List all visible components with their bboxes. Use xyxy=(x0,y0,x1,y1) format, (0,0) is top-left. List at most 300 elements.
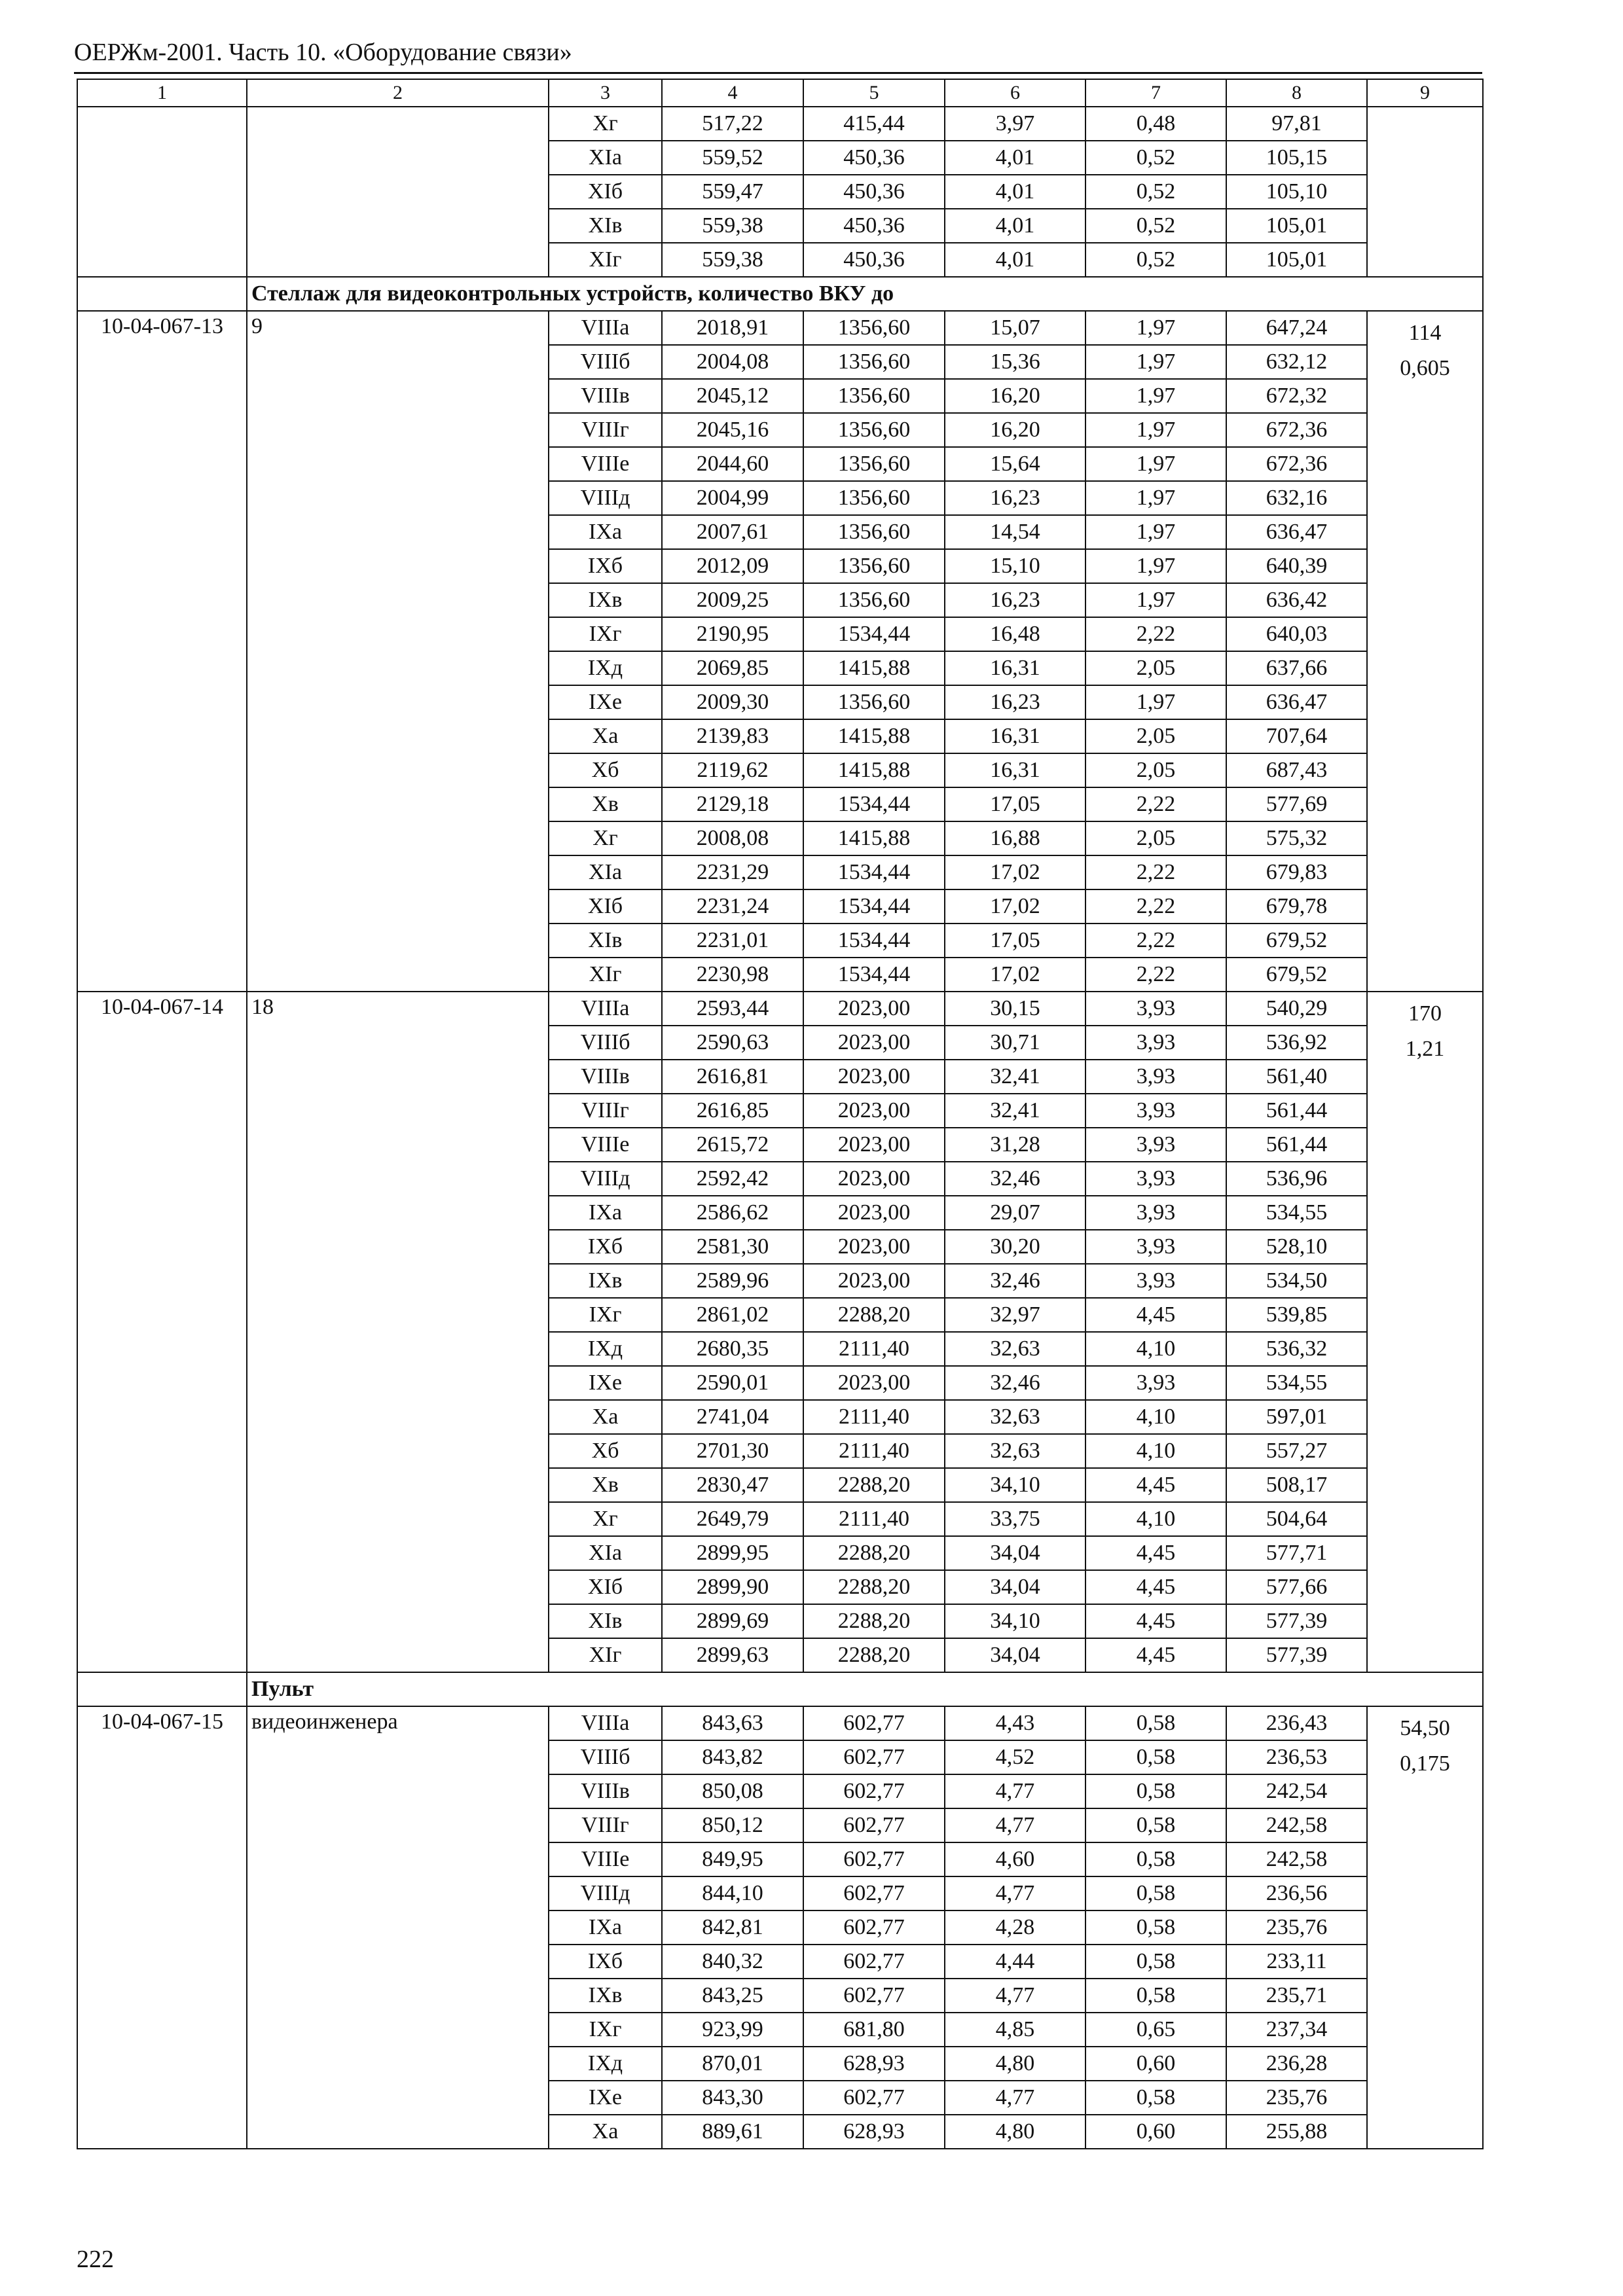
value-cell: 236,43 xyxy=(1226,1706,1367,1740)
value-cell: 105,01 xyxy=(1226,243,1367,277)
zone-cell: VIIIб xyxy=(549,1740,662,1774)
value-cell: 2023,00 xyxy=(803,992,945,1026)
value-cell: 628,93 xyxy=(803,2115,945,2149)
value-cell: 2018,91 xyxy=(662,311,803,345)
value-cell: 4,10 xyxy=(1085,1332,1226,1366)
value-cell: 2,22 xyxy=(1085,924,1226,958)
value-cell: 32,97 xyxy=(945,1298,1085,1332)
value-cell: 647,24 xyxy=(1226,311,1367,345)
value-cell: 1,97 xyxy=(1085,379,1226,413)
value-cell: 3,93 xyxy=(1085,1162,1226,1196)
zone-cell: XIа xyxy=(549,141,662,175)
value-cell: 0,52 xyxy=(1085,243,1226,277)
value-cell: 1356,60 xyxy=(803,481,945,515)
value-cell: 2129,18 xyxy=(662,787,803,821)
resource-value: 1,21 xyxy=(1405,1037,1445,1061)
zone-cell: IXв xyxy=(549,1979,662,2013)
zone-cell: XIг xyxy=(549,958,662,992)
value-cell: 540,29 xyxy=(1226,992,1367,1026)
value-cell: 4,45 xyxy=(1085,1638,1226,1672)
zone-cell: XIб xyxy=(549,175,662,209)
value-cell: 534,55 xyxy=(1226,1366,1367,1400)
value-cell: 16,20 xyxy=(945,379,1085,413)
value-cell: 504,64 xyxy=(1226,1502,1367,1536)
value-cell: 559,47 xyxy=(662,175,803,209)
rate-description xyxy=(247,107,549,277)
value-cell: 32,46 xyxy=(945,1264,1085,1298)
value-cell: 561,44 xyxy=(1226,1094,1367,1128)
resource-cell xyxy=(1367,311,1483,992)
value-cell: 2,22 xyxy=(1085,855,1226,889)
value-cell: 233,11 xyxy=(1226,1945,1367,1979)
value-cell: 32,63 xyxy=(945,1400,1085,1434)
rate-code: 10-04-067-15 xyxy=(77,1706,247,2149)
resource-value: 170 xyxy=(1408,1001,1442,1026)
zone-cell: VIIIд xyxy=(549,481,662,515)
column-number: 7 xyxy=(1085,79,1226,107)
zone-cell: VIIIа xyxy=(549,992,662,1026)
value-cell: 32,41 xyxy=(945,1060,1085,1094)
page-header: ОЕРЖм-2001. Часть 10. «Оборудование связи» xyxy=(74,39,572,66)
section-title: Стеллаж для видеоконтрольных устройств, количество ВКУ до xyxy=(247,277,1483,311)
zone-cell: IXа xyxy=(549,1910,662,1945)
value-cell: 2741,04 xyxy=(662,1400,803,1434)
value-cell: 2593,44 xyxy=(662,992,803,1026)
value-cell: 0,58 xyxy=(1085,1740,1226,1774)
value-cell: 2,05 xyxy=(1085,821,1226,855)
value-cell: 4,45 xyxy=(1085,1604,1226,1638)
value-cell: 681,80 xyxy=(803,2013,945,2047)
value-cell: 0,48 xyxy=(1085,107,1226,141)
value-cell: 1,97 xyxy=(1085,515,1226,549)
value-cell: 2044,60 xyxy=(662,447,803,481)
value-cell: 679,52 xyxy=(1226,958,1367,992)
column-number: 5 xyxy=(803,79,945,107)
value-cell: 4,85 xyxy=(945,2013,1085,2047)
value-cell: 1,97 xyxy=(1085,447,1226,481)
value-cell: 628,93 xyxy=(803,2047,945,2081)
value-cell: 255,88 xyxy=(1226,2115,1367,2149)
value-cell: 559,38 xyxy=(662,209,803,243)
value-cell: 1534,44 xyxy=(803,958,945,992)
zone-cell: VIIIв xyxy=(549,379,662,413)
zone-cell: IXб xyxy=(549,549,662,583)
value-cell: 16,48 xyxy=(945,617,1085,651)
resource-cell xyxy=(1367,107,1483,277)
section-code-cell xyxy=(77,1672,247,1706)
zone-cell: VIIIд xyxy=(549,1876,662,1910)
value-cell: 16,31 xyxy=(945,651,1085,685)
value-cell: 236,28 xyxy=(1226,2047,1367,2081)
value-cell: 33,75 xyxy=(945,1502,1085,1536)
value-cell: 559,38 xyxy=(662,243,803,277)
value-cell: 242,54 xyxy=(1226,1774,1367,1808)
value-cell: 1,97 xyxy=(1085,413,1226,447)
zone-cell: Xв xyxy=(549,787,662,821)
value-cell: 2649,79 xyxy=(662,1502,803,1536)
value-cell: 3,93 xyxy=(1085,1094,1226,1128)
value-cell: 105,10 xyxy=(1226,175,1367,209)
zone-cell: IXб xyxy=(549,1945,662,1979)
value-cell: 1534,44 xyxy=(803,889,945,924)
value-cell: 242,58 xyxy=(1226,1808,1367,1842)
value-cell: 2288,20 xyxy=(803,1570,945,1604)
value-cell: 640,03 xyxy=(1226,617,1367,651)
value-cell: 889,61 xyxy=(662,2115,803,2149)
value-cell: 0,60 xyxy=(1085,2047,1226,2081)
value-cell: 534,50 xyxy=(1226,1264,1367,1298)
resource-cell xyxy=(1367,992,1483,1672)
value-cell: 3,93 xyxy=(1085,1230,1226,1264)
value-cell: 1356,60 xyxy=(803,345,945,379)
value-cell: 2586,62 xyxy=(662,1196,803,1230)
value-cell: 236,53 xyxy=(1226,1740,1367,1774)
zone-cell: XIв xyxy=(549,209,662,243)
value-cell: 2616,81 xyxy=(662,1060,803,1094)
value-cell: 1415,88 xyxy=(803,753,945,787)
value-cell: 32,46 xyxy=(945,1366,1085,1400)
value-cell: 2288,20 xyxy=(803,1638,945,1672)
zone-cell: Xг xyxy=(549,1502,662,1536)
rate-description: видеоинженера xyxy=(247,1706,549,2149)
value-cell: 2,22 xyxy=(1085,617,1226,651)
value-cell: 2023,00 xyxy=(803,1230,945,1264)
value-cell: 2119,62 xyxy=(662,753,803,787)
value-cell: 3,93 xyxy=(1085,1128,1226,1162)
value-cell: 30,15 xyxy=(945,992,1085,1026)
value-cell: 450,36 xyxy=(803,209,945,243)
value-cell: 235,71 xyxy=(1226,1979,1367,2013)
value-cell: 679,78 xyxy=(1226,889,1367,924)
resource-value: 54,50 xyxy=(1400,1716,1450,1740)
zone-cell: VIIIг xyxy=(549,1808,662,1842)
value-cell: 2009,30 xyxy=(662,685,803,719)
value-cell: 2023,00 xyxy=(803,1264,945,1298)
value-cell: 31,28 xyxy=(945,1128,1085,1162)
value-cell: 508,17 xyxy=(1226,1468,1367,1502)
section-title: Пульт xyxy=(247,1672,1483,1706)
value-cell: 850,12 xyxy=(662,1808,803,1842)
zone-cell: IXд xyxy=(549,651,662,685)
value-cell: 2,05 xyxy=(1085,719,1226,753)
zone-cell: IXг xyxy=(549,1298,662,1332)
value-cell: 2589,96 xyxy=(662,1264,803,1298)
value-cell: 2,22 xyxy=(1085,787,1226,821)
column-number: 3 xyxy=(549,79,662,107)
column-number: 6 xyxy=(945,79,1085,107)
value-cell: 2899,90 xyxy=(662,1570,803,1604)
value-cell: 4,45 xyxy=(1085,1570,1226,1604)
value-cell: 577,71 xyxy=(1226,1536,1367,1570)
rate-description: 9 xyxy=(247,311,549,992)
zone-cell: IXг xyxy=(549,617,662,651)
value-cell: 2012,09 xyxy=(662,549,803,583)
zone-cell: XIб xyxy=(549,1570,662,1604)
value-cell: 0,58 xyxy=(1085,1945,1226,1979)
value-cell: 2288,20 xyxy=(803,1604,945,1638)
section-code-cell xyxy=(77,277,247,311)
value-cell: 450,36 xyxy=(803,141,945,175)
value-cell: 4,01 xyxy=(945,175,1085,209)
value-cell: 1356,60 xyxy=(803,549,945,583)
zone-cell: IXа xyxy=(549,1196,662,1230)
value-cell: 2008,08 xyxy=(662,821,803,855)
value-cell: 105,15 xyxy=(1226,141,1367,175)
value-cell: 843,30 xyxy=(662,2081,803,2115)
rates-table xyxy=(77,79,1484,2149)
value-cell: 577,39 xyxy=(1226,1638,1367,1672)
zone-cell: Xб xyxy=(549,1434,662,1468)
section-row xyxy=(77,1672,1483,1706)
value-cell: 577,39 xyxy=(1226,1604,1367,1638)
value-cell: 2592,42 xyxy=(662,1162,803,1196)
column-number: 1 xyxy=(77,79,247,107)
value-cell: 4,80 xyxy=(945,2115,1085,2149)
value-cell: 1356,60 xyxy=(803,515,945,549)
value-cell: 0,52 xyxy=(1085,175,1226,209)
value-cell: 4,01 xyxy=(945,141,1085,175)
value-cell: 4,77 xyxy=(945,2081,1085,2115)
value-cell: 0,58 xyxy=(1085,1706,1226,1740)
value-cell: 575,32 xyxy=(1226,821,1367,855)
zone-cell: Xб xyxy=(549,753,662,787)
value-cell: 2899,95 xyxy=(662,1536,803,1570)
value-cell: 1356,60 xyxy=(803,311,945,345)
value-cell: 2830,47 xyxy=(662,1468,803,1502)
value-cell: 2899,69 xyxy=(662,1604,803,1638)
value-cell: 3,97 xyxy=(945,107,1085,141)
zone-cell: IXг xyxy=(549,2013,662,2047)
zone-cell: VIIIг xyxy=(549,1094,662,1128)
value-cell: 2231,24 xyxy=(662,889,803,924)
page-number: 222 xyxy=(77,2246,114,2273)
value-cell: 3,93 xyxy=(1085,1366,1226,1400)
zone-cell: VIIIг xyxy=(549,413,662,447)
value-cell: 4,01 xyxy=(945,209,1085,243)
value-cell: 2581,30 xyxy=(662,1230,803,1264)
zone-cell: VIIIд xyxy=(549,1162,662,1196)
value-cell: 2,22 xyxy=(1085,889,1226,924)
value-cell: 2590,01 xyxy=(662,1366,803,1400)
value-cell: 602,77 xyxy=(803,2081,945,2115)
zone-cell: IXд xyxy=(549,1332,662,1366)
value-cell: 105,01 xyxy=(1226,209,1367,243)
zone-cell: IXв xyxy=(549,1264,662,1298)
value-cell: 3,93 xyxy=(1085,1060,1226,1094)
value-cell: 2230,98 xyxy=(662,958,803,992)
value-cell: 2615,72 xyxy=(662,1128,803,1162)
rate-description: 18 xyxy=(247,992,549,1672)
value-cell: 840,32 xyxy=(662,1945,803,1979)
resource-value: 114 xyxy=(1408,321,1442,345)
value-cell: 415,44 xyxy=(803,107,945,141)
value-cell: 1,97 xyxy=(1085,583,1226,617)
zone-cell: IXб xyxy=(549,1230,662,1264)
value-cell: 4,45 xyxy=(1085,1298,1226,1332)
value-cell: 870,01 xyxy=(662,2047,803,2081)
value-cell: 2023,00 xyxy=(803,1060,945,1094)
value-cell: 237,34 xyxy=(1226,2013,1367,2047)
value-cell: 17,02 xyxy=(945,958,1085,992)
value-cell: 4,28 xyxy=(945,1910,1085,1945)
zone-cell: VIIIв xyxy=(549,1060,662,1094)
value-cell: 2,05 xyxy=(1085,753,1226,787)
value-cell: 34,10 xyxy=(945,1604,1085,1638)
value-cell: 97,81 xyxy=(1226,107,1367,141)
value-cell: 536,96 xyxy=(1226,1162,1367,1196)
zone-cell: XIв xyxy=(549,924,662,958)
value-cell: 3,93 xyxy=(1085,1264,1226,1298)
value-cell: 4,77 xyxy=(945,1774,1085,1808)
value-cell: 29,07 xyxy=(945,1196,1085,1230)
value-cell: 16,88 xyxy=(945,821,1085,855)
value-cell: 2007,61 xyxy=(662,515,803,549)
value-cell: 16,23 xyxy=(945,583,1085,617)
value-cell: 4,10 xyxy=(1085,1502,1226,1536)
column-number: 4 xyxy=(662,79,803,107)
zone-cell: Xа xyxy=(549,2115,662,2149)
value-cell: 602,77 xyxy=(803,1945,945,1979)
value-cell: 2009,25 xyxy=(662,583,803,617)
table-row xyxy=(77,107,1483,141)
value-cell: 4,45 xyxy=(1085,1536,1226,1570)
value-cell: 0,65 xyxy=(1085,2013,1226,2047)
value-cell: 2045,12 xyxy=(662,379,803,413)
value-cell: 1356,60 xyxy=(803,685,945,719)
value-cell: 16,23 xyxy=(945,481,1085,515)
value-cell: 602,77 xyxy=(803,1979,945,2013)
value-cell: 450,36 xyxy=(803,175,945,209)
value-cell: 636,47 xyxy=(1226,685,1367,719)
value-cell: 602,77 xyxy=(803,1740,945,1774)
value-cell: 1,97 xyxy=(1085,481,1226,515)
zone-cell: VIIIб xyxy=(549,1026,662,1060)
value-cell: 0,58 xyxy=(1085,1979,1226,2013)
value-cell: 4,01 xyxy=(945,243,1085,277)
value-cell: 636,42 xyxy=(1226,583,1367,617)
value-cell: 707,64 xyxy=(1226,719,1367,753)
value-cell: 4,10 xyxy=(1085,1434,1226,1468)
value-cell: 32,41 xyxy=(945,1094,1085,1128)
value-cell: 3,93 xyxy=(1085,1196,1226,1230)
value-cell: 2111,40 xyxy=(803,1332,945,1366)
table-row xyxy=(77,992,1483,1026)
zone-cell: IXе xyxy=(549,685,662,719)
value-cell: 32,63 xyxy=(945,1434,1085,1468)
value-cell: 672,36 xyxy=(1226,447,1367,481)
value-cell: 632,12 xyxy=(1226,345,1367,379)
value-cell: 602,77 xyxy=(803,1706,945,1740)
value-cell: 4,44 xyxy=(945,1945,1085,1979)
value-cell: 1356,60 xyxy=(803,379,945,413)
value-cell: 679,83 xyxy=(1226,855,1367,889)
value-cell: 2023,00 xyxy=(803,1128,945,1162)
value-cell: 2899,63 xyxy=(662,1638,803,1672)
value-cell: 16,31 xyxy=(945,719,1085,753)
value-cell: 30,71 xyxy=(945,1026,1085,1060)
resource-cell xyxy=(1367,1706,1483,2149)
value-cell: 2111,40 xyxy=(803,1502,945,1536)
zone-cell: Xв xyxy=(549,1468,662,1502)
zone-cell: VIIIе xyxy=(549,1842,662,1876)
value-cell: 4,43 xyxy=(945,1706,1085,1740)
zone-cell: XIг xyxy=(549,1638,662,1672)
value-cell: 597,01 xyxy=(1226,1400,1367,1434)
value-cell: 528,10 xyxy=(1226,1230,1367,1264)
rate-code xyxy=(77,107,247,277)
value-cell: 577,66 xyxy=(1226,1570,1367,1604)
value-cell: 4,80 xyxy=(945,2047,1085,2081)
value-cell: 843,25 xyxy=(662,1979,803,2013)
value-cell: 0,52 xyxy=(1085,209,1226,243)
value-cell: 4,60 xyxy=(945,1842,1085,1876)
value-cell: 672,36 xyxy=(1226,413,1367,447)
value-cell: 636,47 xyxy=(1226,515,1367,549)
value-cell: 17,02 xyxy=(945,855,1085,889)
value-cell: 34,10 xyxy=(945,1468,1085,1502)
value-cell: 17,05 xyxy=(945,924,1085,958)
value-cell: 2023,00 xyxy=(803,1162,945,1196)
value-cell: 602,77 xyxy=(803,1774,945,1808)
zone-cell: XIв xyxy=(549,1604,662,1638)
value-cell: 2023,00 xyxy=(803,1366,945,1400)
value-cell: 2231,01 xyxy=(662,924,803,958)
value-cell: 1,97 xyxy=(1085,345,1226,379)
value-cell: 2701,30 xyxy=(662,1434,803,1468)
rate-code: 10-04-067-13 xyxy=(77,311,247,992)
zone-cell: Xа xyxy=(549,719,662,753)
value-cell: 2,22 xyxy=(1085,958,1226,992)
zone-cell: XIа xyxy=(549,1536,662,1570)
value-cell: 1534,44 xyxy=(803,617,945,651)
value-cell: 2111,40 xyxy=(803,1434,945,1468)
value-cell: 679,52 xyxy=(1226,924,1367,958)
value-cell: 1534,44 xyxy=(803,855,945,889)
value-cell: 850,08 xyxy=(662,1774,803,1808)
value-cell: 2,05 xyxy=(1085,651,1226,685)
zone-cell: XIа xyxy=(549,855,662,889)
table-row xyxy=(77,1706,1483,1740)
value-cell: 2139,83 xyxy=(662,719,803,753)
value-cell: 2069,85 xyxy=(662,651,803,685)
value-cell: 2861,02 xyxy=(662,1298,803,1332)
value-cell: 0,60 xyxy=(1085,2115,1226,2149)
value-cell: 561,44 xyxy=(1226,1128,1367,1162)
value-cell: 2004,99 xyxy=(662,481,803,515)
value-cell: 602,77 xyxy=(803,1842,945,1876)
zone-cell: VIIIе xyxy=(549,1128,662,1162)
value-cell: 4,77 xyxy=(945,1876,1085,1910)
value-cell: 15,64 xyxy=(945,447,1085,481)
value-cell: 0,58 xyxy=(1085,1808,1226,1842)
value-cell: 844,10 xyxy=(662,1876,803,1910)
value-cell: 640,39 xyxy=(1226,549,1367,583)
value-cell: 2231,29 xyxy=(662,855,803,889)
value-cell: 2045,16 xyxy=(662,413,803,447)
value-cell: 842,81 xyxy=(662,1910,803,1945)
value-cell: 16,23 xyxy=(945,685,1085,719)
value-cell: 0,58 xyxy=(1085,1774,1226,1808)
table-body xyxy=(77,107,1483,2149)
value-cell: 17,05 xyxy=(945,787,1085,821)
value-cell: 561,40 xyxy=(1226,1060,1367,1094)
value-cell: 577,69 xyxy=(1226,787,1367,821)
column-number-row xyxy=(77,79,1483,107)
value-cell: 2288,20 xyxy=(803,1298,945,1332)
value-cell: 30,20 xyxy=(945,1230,1085,1264)
zone-cell: XIг xyxy=(549,243,662,277)
value-cell: 0,58 xyxy=(1085,1876,1226,1910)
